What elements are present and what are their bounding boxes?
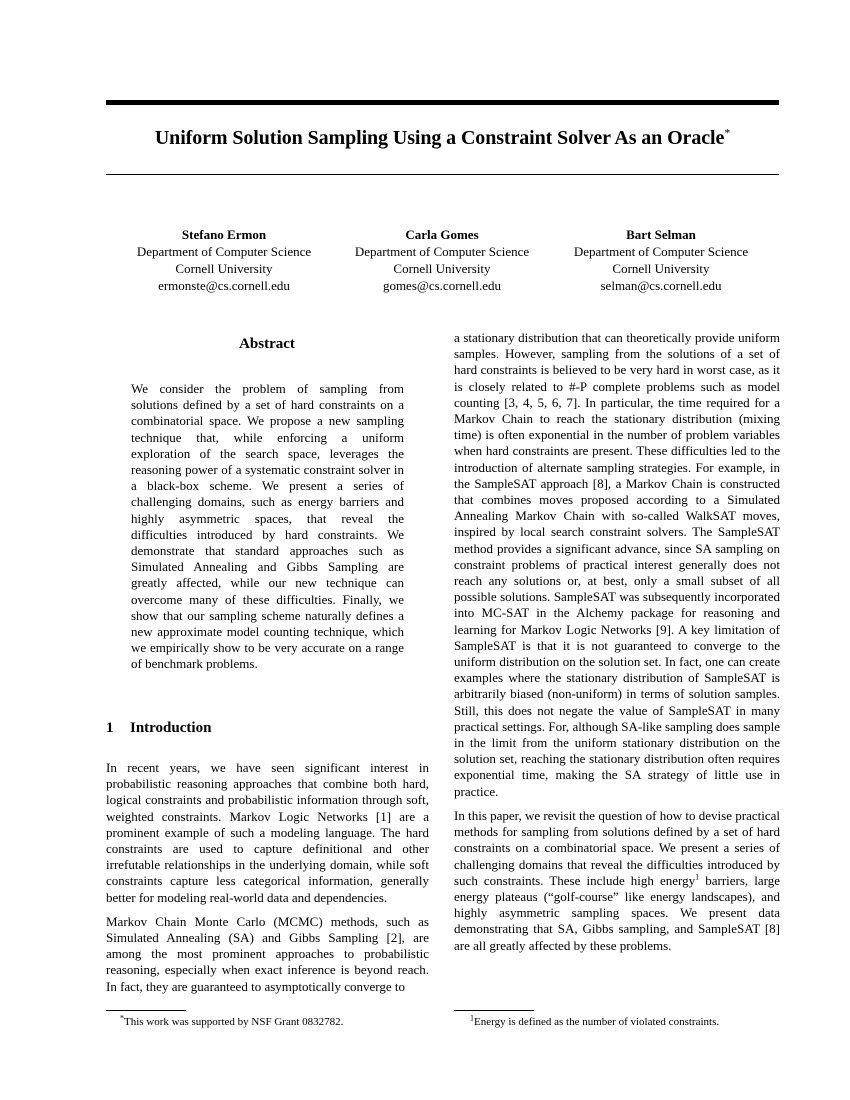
author-block-3 [551,226,771,294]
paper-title: Uniform Solution Sampling Using a Constraint Solver As an Oracle* [154,125,731,149]
left-column-body [106,760,429,1003]
title-top-rule [106,100,779,105]
intro-paragraph-1: In recent years, we have seen significant interest in probabilistic reasoning approaches that combine both hard, logical constraints and probabilistic information through soft, weighted constraints. Markov Logic Networks [1] are a prominent example of such a modeling language. The hard constraints are used to capture definitional and other irrefutable relationships in the underlying domain, while soft constraints capture less categorical information, generally better for modeling real-world data and dependencies. [106,760,429,905]
section-number: 1 [106,720,114,736]
left-footnote-rule [106,1010,186,1011]
energy-footnote-mark: 1 [695,872,700,882]
author-institution: Cornell University [393,261,491,276]
section-title: Introduction [130,720,212,736]
author-email: selman@cs.cornell.edu [600,278,722,293]
right-footnote: $^1$Energy is defined as the number of violated constraints. [470,1013,720,1028]
right-paragraph-1: a stationary distribution that can theoretically provide uniform samples. However, sampling from the solutions of a set of hard constraints is believed to be very hard in worst case, as it is closely related to #-P complete problems such as model counting [3, 4, 5, 6, 7]. In particular, the time required for a Markov Chain to reach the stationary distribution (mixing time) is often exponential in the number of problem variables when hard constraints are present. These difficulties led to the introduction of alternate sampling strategies. For example, in the SampleSAT approach [8], a Markov Chain is constructed that combines moves proposed according to a Simulated Annealing Markov Chain with so-called WalkSAT moves, inspired by local search constraint solvers. The SampleSAT method provides a significant advance, since SA sampling on constraint problems of practical interest generally does not reach any solutions or, at best, only a small subset of all possible solutions. SampleSAT was subsequently incorporated into MC-SAT in the Alchemy package for reasoning and learning for Markov Logic Networks [9]. A key limitation of SampleSAT is that it is not guaranteed to converge to the uniform distribution on the solution set. In fact, one can create examples where the stationary distribution of SampleSAT is arbitrarily biased (non-uniform) in terms of solution samples. Still, this does not negate the value of SampleSAT in many practical settings. For, although SA-like sampling does sample in the limit from the uniform stationary distribution on the solution set, reaching the stationary distribution often requires exponential time, making the SA strategy of little use in practice. [454,330,780,799]
section-heading [106,720,211,737]
author-institution: Cornell University [612,261,710,276]
right-column-body [454,330,780,962]
author-name: Stefano Ermon [181,227,267,242]
author-dept: Department of Computer Science [573,244,749,259]
author-email: ermonste@cs.cornell.edu [158,278,290,293]
author-name: Carla Gomes [405,227,479,242]
right-footnote-rule [454,1010,534,1011]
author-block-2 [332,226,552,294]
author-institution: Cornell University [175,261,273,276]
author-email: gomes@cs.cornell.edu [382,278,502,293]
right-paragraph-2: In this paper, we revisit the question of how to devise practical methods for sampling from solutions defined by a set of hard constraints on a combinatorial space. We present a series of challenging domains that reveal the difficulties introduced by such constraints. These include high energy$^1$ barriers, large energy plateaus (“golf-course” like energy landscapes), and highly asymmetric sampling spaces. We present data demonstrating that SA, Gibbs sampling, and SampleSAT [8] are all greatly affected by these problems. [454,807,781,953]
abstract-heading: Abstract [239,336,295,352]
author-dept: Department of Computer Science [136,244,312,259]
title-footnote-mark: * [724,125,731,140]
title-bottom-rule [106,174,779,175]
author-name: Bart Selman [626,227,696,242]
author-dept: Department of Computer Science [354,244,530,259]
left-footnote: *This work was supported by NSF Grant 0832782. [120,1013,344,1028]
abstract-text: We consider the problem of sampling from solutions defined by a set of hard constraints on a combinatorial space. We propose a new sampling technique that, while enforcing a uniform exploration of the search space, leverages the reasoning power of a systematic constraint solver in a black-box scheme. We present a series of challenging domains, such as energy barriers and highly asymmetric spaces, that reveal the difficulties introduced by hard constraints. We demonstrate that standard approaches such as Simulated Annealing and Gibbs Sampling are greatly affected, while our new technique can overcome many of these difficulties. Finally, we show that our sampling scheme naturally defines a new approximate model counting technique, which we empirically show to be very accurate on a range of benchmark problems. [131,381,404,672]
author-block-1 [114,226,334,294]
intro-paragraph-2: Markov Chain Monte Carlo (MCMC) methods, such as Simulated Annealing (SA) and Gibbs Sampling [2], are among the most prominent approaches to probabilistic reasoning, especially when exact inference is beyond reach. In fact, they are guaranteed to asymptotically converge to [106,913,429,994]
